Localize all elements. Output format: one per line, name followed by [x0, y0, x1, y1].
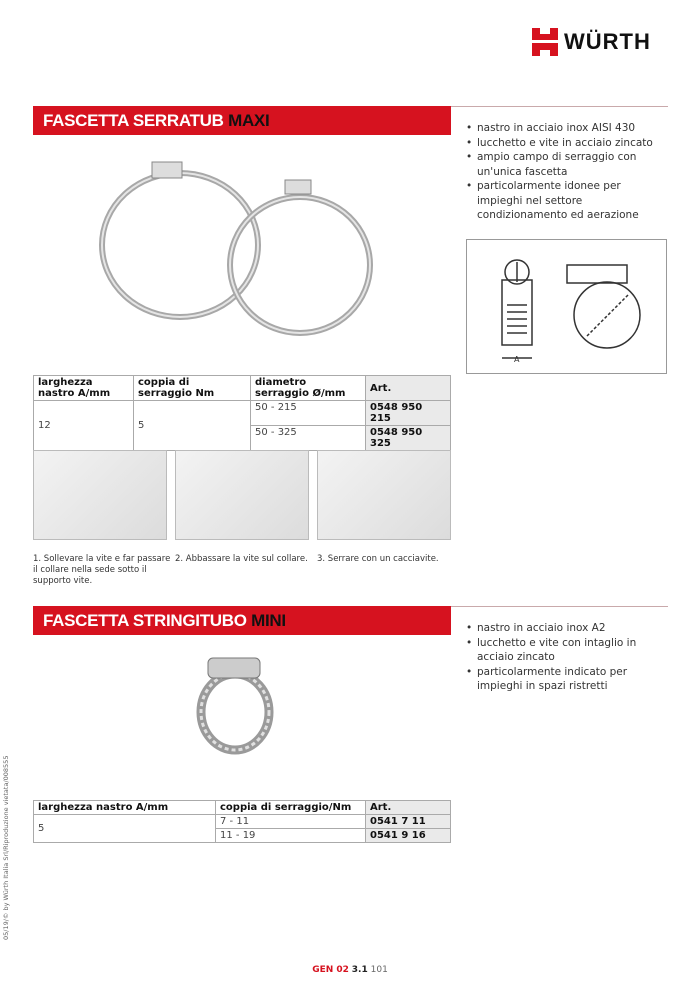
copyright-note: 05/19/© by Würth Italia Srl/Riproduzione vietata/008555	[2, 755, 10, 940]
table-row: 5 7 - 11 0541 7 11	[34, 815, 451, 829]
step-3-text: 3. Serrare con un cacciavite.	[317, 554, 439, 564]
dimension-label: A	[514, 355, 520, 364]
table-row: 12 5 50 - 215 0548 950 215	[34, 401, 451, 426]
feature-item: • particolarmente idonee per impieghi nel settore condizionamento ed aerazione	[464, 179, 669, 223]
feature-item: • ampio campo di serraggio con un'unica fascetta	[464, 150, 669, 179]
step-3-photo	[317, 450, 451, 540]
hose-clamp-mini-image	[190, 650, 280, 760]
brand-name: WÜRTH	[564, 29, 651, 54]
step-2-text: 2. Abbassare la vite sul collare.	[175, 554, 308, 564]
spec-table-maxi: larghezza nastro A/mm coppia di serraggio Nm diametro serraggio Ø/mm Art. 12 5 50 - 215 0548 950 215 50 - 325 0548 950 325	[33, 375, 451, 451]
spec-table-mini: larghezza nastro A/mm coppia di serraggio/Nm Art. 5 7 - 11 0541 7 11 11 - 19 0541 9 16	[33, 800, 451, 843]
divider	[451, 606, 668, 607]
page-footer	[0, 965, 700, 975]
technical-drawing	[466, 239, 667, 374]
step-1-photo	[33, 450, 167, 540]
footer-chapter: 3.1	[351, 965, 368, 975]
wurth-logo-icon	[532, 28, 558, 56]
features-list-mini	[464, 621, 669, 694]
footer-section: GEN 02	[312, 965, 349, 975]
step-1-text: 1. Sollevare la vite e far passare il collare nella sede sotto il supporto vite.	[33, 554, 171, 586]
section-title-mini: FASCETTA STRINGITUBO MINI	[33, 606, 451, 635]
section-title-maxi: FASCETTA SERRATUB MAXI	[33, 106, 451, 135]
page-number: 101	[370, 965, 388, 975]
hose-clamp-maxi-image	[90, 150, 390, 360]
features-list-maxi	[464, 121, 669, 223]
table-row: 11 - 19 0541 9 16	[34, 829, 451, 843]
divider	[451, 106, 668, 107]
step-2-photo	[175, 450, 309, 540]
feature-item: • nastro in acciaio inox AISI 430	[464, 121, 669, 136]
feature-item: • particolarmente indicato per impieghi in spazi ristretti	[464, 665, 669, 694]
feature-item: • lucchetto e vite in acciaio zincato	[464, 136, 669, 151]
feature-item: • lucchetto e vite con intaglio in acciaio zincato	[464, 636, 669, 665]
table-row: 50 - 325 0548 950 325	[34, 426, 451, 451]
wurth-logo	[532, 28, 651, 56]
feature-item: • nastro in acciaio inox A2	[464, 621, 669, 636]
